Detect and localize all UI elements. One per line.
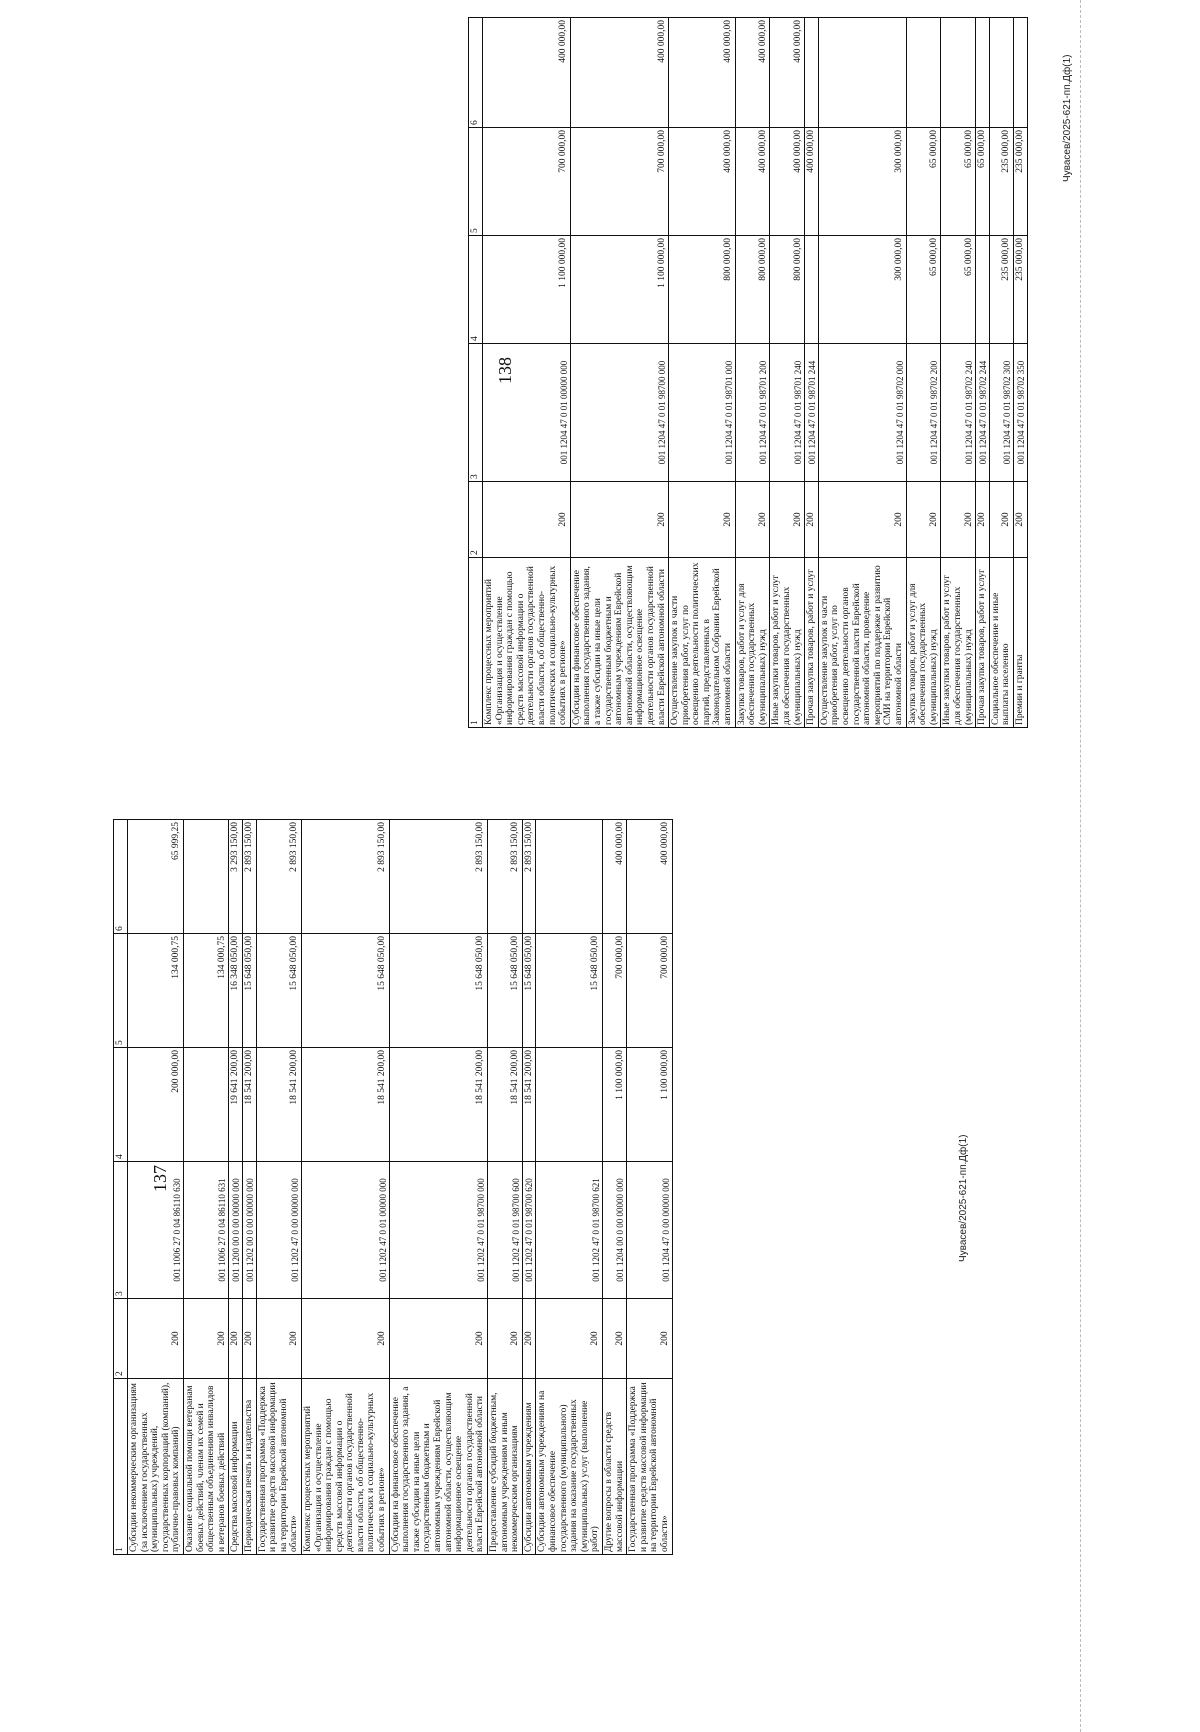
column-header-row — [114, 820, 128, 1555]
row-amount: 400 000,00 — [805, 128, 819, 236]
row-amount: 15 648 050,00 — [256, 934, 301, 1048]
row-description: Закупка товаров, работ и услуг для обеспечения государственных (муниципальных) нужд — [906, 558, 941, 728]
row-description: Иные закупки товаров, работ и услуг для обеспечения государственных (муниципальных) нужд — [770, 558, 805, 728]
row-amount: 65 000,00 — [906, 236, 941, 344]
column-header: 2 — [114, 1299, 128, 1379]
row-description: Другие вопросы в области средств массовой информации — [602, 1379, 626, 1555]
row-amount: 235 000,00 — [989, 236, 1013, 344]
table-row — [735, 18, 770, 728]
table-row — [627, 820, 672, 1555]
row-amount: 2 893 150,00 — [389, 820, 487, 934]
row-amount: 1 100 000,00 — [602, 1048, 626, 1162]
row-amount: 18 541 200,00 — [301, 1048, 389, 1162]
row-amount: 2 893 150,00 — [522, 820, 536, 934]
row-description: Комплекс процессных мероприятий «Организация и осуществление информирования граждан с помощью средств массовой информации о деятельности органов государственной власти области, об общественно-политических и социально-культурных событиях в регионе» — [301, 1379, 389, 1555]
row-amount: 3 293 150,00 — [229, 820, 243, 934]
column-header: 5 — [469, 128, 483, 236]
table-row — [570, 18, 668, 728]
row-amount: 1 100 000,00 — [627, 1048, 672, 1162]
column-header: 3 — [114, 1162, 128, 1299]
row-description: Социальное обеспечение и иные выплаты населению — [989, 558, 1013, 728]
table-row — [941, 18, 976, 728]
row-description: Субсидии некоммерческим организациям (за исключением государственных (муниципальных) учреждений, государственных корпораций (компаний), публично-правовых компаний) — [128, 1379, 184, 1555]
column-header: 3 — [469, 344, 483, 482]
column-header: 6 — [469, 18, 483, 128]
row-amount: 16 348 050,00 — [229, 934, 243, 1048]
row-budget-classification: 001 1204 47 0 01 98700 000 — [570, 344, 668, 482]
row-budget-classification: 001 1006 27 0 04 86110 630 — [128, 1162, 184, 1299]
row-budget-classification: 001 1202 47 0 01 98700 620 — [522, 1162, 536, 1299]
row-budget-classification: 001 1204 47 0 01 98702 240 — [941, 344, 976, 482]
column-header: 2 — [469, 482, 483, 558]
row-amount: 65 000,00 — [941, 236, 976, 344]
row-description: Периодическая печать и издательства — [242, 1379, 256, 1555]
row-admin-code: 200 — [229, 1299, 243, 1379]
column-header: 1 — [469, 558, 483, 728]
row-budget-classification: 001 1202 47 0 01 98700 621 — [536, 1162, 603, 1299]
left-page-table-wrap — [113, 819, 673, 1555]
row-budget-classification: 001 1204 00 0 00 00000 000 — [602, 1162, 626, 1299]
row-amount: 1 100 000,00 — [483, 236, 571, 344]
row-amount: 2 893 150,00 — [242, 820, 256, 934]
row-amount — [805, 18, 819, 128]
table-row — [488, 820, 523, 1555]
right-page-table-wrap — [468, 17, 1028, 728]
row-amount — [183, 1048, 228, 1162]
row-admin-code: 200 — [570, 482, 668, 558]
row-amount: 134 000,75 — [128, 934, 184, 1048]
row-amount: 65 000,00 — [941, 128, 976, 236]
row-amount: 18 541 200,00 — [256, 1048, 301, 1162]
row-budget-classification: 001 1204 47 0 01 98701 200 — [735, 344, 770, 482]
row-description: Закупка товаров, работ и услуг для обеспечения государственных (муниципальных) нужд — [735, 558, 770, 728]
row-description: Премии и гранты — [1013, 558, 1027, 728]
row-budget-classification: 001 1204 47 0 01 00000 000 — [483, 344, 571, 482]
row-amount: 2 893 150,00 — [488, 820, 523, 934]
row-description: Субсидии на финансовое обеспечение выполнения государственного задания, а также субсидии на иные цели государственным бюджетным и автономным учреждениям Еврейской автономной области, осуществляющим информационное освещение деятельности органов государственной власти Еврейской автономной области — [389, 1379, 487, 1555]
row-budget-classification: 001 1200 00 0 00 00000 000 — [229, 1162, 243, 1299]
table-row — [906, 18, 941, 728]
row-amount: 235 000,00 — [1013, 128, 1027, 236]
row-description: Предоставление субсидий бюджетным, автономным учреждениям и иным некоммерческим организациям — [488, 1379, 523, 1555]
row-admin-code: 200 — [536, 1299, 603, 1379]
table-row — [242, 820, 256, 1555]
row-amount: 700 000,00 — [570, 128, 668, 236]
row-admin-code: 200 — [770, 482, 805, 558]
row-amount: 134 000,75 — [183, 934, 228, 1048]
row-description: Осуществление закупок в части приобретения работ, услуг по освещению деятельности политических партий, представленных в Законодательном Собрании Еврейской автономной области — [669, 558, 736, 728]
row-budget-classification: 001 1204 47 0 01 98702 000 — [818, 344, 906, 482]
row-amount: 18 541 200,00 — [242, 1048, 256, 1162]
row-amount — [976, 236, 990, 344]
table-row — [805, 18, 819, 728]
table-row — [301, 820, 389, 1555]
row-amount — [976, 18, 990, 128]
table-row — [1013, 18, 1027, 728]
row-budget-classification: 001 1202 47 0 01 98700 000 — [389, 1162, 487, 1299]
row-admin-code: 200 — [669, 482, 736, 558]
row-amount: 15 648 050,00 — [242, 934, 256, 1048]
row-admin-code: 200 — [602, 1299, 626, 1379]
row-amount — [818, 18, 906, 128]
table-row — [229, 820, 243, 1555]
budget-table-right — [468, 17, 1028, 728]
row-amount: 65 999,25 — [128, 820, 184, 934]
row-budget-classification: 001 1204 47 0 00 00000 000 — [627, 1162, 672, 1299]
row-description: Комплекс процессных мероприятий «Организация и осуществление информирования граждан с помощью средств массовой информации о деятельности органов государственной власти области, об общественно-политических и социально-культурных событиях в регионе» — [483, 558, 571, 728]
table-row — [536, 820, 603, 1555]
row-amount: 400 000,00 — [770, 18, 805, 128]
row-amount: 400 000,00 — [483, 18, 571, 128]
row-amount: 400 000,00 — [735, 18, 770, 128]
row-amount: 15 648 050,00 — [301, 934, 389, 1048]
row-amount: 235 000,00 — [1013, 236, 1027, 344]
row-amount: 18 541 200,00 — [389, 1048, 487, 1162]
row-amount: 1 100 000,00 — [570, 236, 668, 344]
table-row — [989, 18, 1013, 728]
row-amount: 300 000,00 — [818, 236, 906, 344]
row-amount: 400 000,00 — [602, 820, 626, 934]
row-amount: 700 000,00 — [627, 934, 672, 1048]
row-admin-code: 200 — [941, 482, 976, 558]
row-amount: 15 648 050,00 — [536, 934, 603, 1048]
column-header: 4 — [114, 1048, 128, 1162]
page-number-right: 138 — [495, 357, 515, 384]
row-amount: 15 648 050,00 — [522, 934, 536, 1048]
row-amount — [989, 18, 1013, 128]
table-row — [183, 820, 228, 1555]
row-description: Государственная программа «Поддержка и развитие средств массовой информации на территории Еврейской автономной области» — [627, 1379, 672, 1555]
row-amount: 800 000,00 — [735, 236, 770, 344]
column-header: 5 — [114, 934, 128, 1048]
row-admin-code: 200 — [989, 482, 1013, 558]
row-amount: 400 000,00 — [570, 18, 668, 128]
row-admin-code: 200 — [522, 1299, 536, 1379]
column-header: 6 — [114, 820, 128, 934]
row-amount — [805, 236, 819, 344]
row-admin-code: 200 — [256, 1299, 301, 1379]
row-admin-code: 200 — [627, 1299, 672, 1379]
row-description: Иные закупки товаров, работ и услуг для обеспечения государственных (муниципальных) нужд — [941, 558, 976, 728]
row-amount: 200 000,00 — [128, 1048, 184, 1162]
row-amount: 235 000,00 — [989, 128, 1013, 236]
table-row — [128, 820, 184, 1555]
page-number-left: 137 — [150, 1165, 170, 1192]
row-description: Прочая закупка товаров, работ и услуг — [976, 558, 990, 728]
row-admin-code: 200 — [183, 1299, 228, 1379]
row-description: Субсидии на финансовое обеспечение выполнения государственного задания, а также субсидии на иные цели государственным бюджетным и автономным учреждениям Еврейской автономной области, осуществляющим информационное освещение деятельности органов государственной власти Еврейской автономной области — [570, 558, 668, 728]
row-amount — [1013, 18, 1027, 128]
row-amount — [941, 18, 976, 128]
row-amount: 18 541 200,00 — [488, 1048, 523, 1162]
row-amount — [906, 18, 941, 128]
row-budget-classification: 001 1204 47 0 01 98702 244 — [976, 344, 990, 482]
row-budget-classification: 001 1204 47 0 01 98701 000 — [669, 344, 736, 482]
row-admin-code: 200 — [242, 1299, 256, 1379]
row-amount: 2 893 150,00 — [256, 820, 301, 934]
row-amount: 15 648 050,00 — [389, 934, 487, 1048]
table-row — [522, 820, 536, 1555]
row-description: Государственная программа «Поддержка и развитие средств массовой информации на территории Еврейской автономной области» — [256, 1379, 301, 1555]
row-amount — [536, 1048, 603, 1162]
row-amount: 2 893 150,00 — [301, 820, 389, 934]
footer-code-right: Чувасев/2025-621-пп.Дф(1) — [1062, 54, 1073, 182]
row-amount: 800 000,00 — [669, 236, 736, 344]
row-amount: 400 000,00 — [627, 820, 672, 934]
row-description: Оказание социальной помощи ветеранам боевых действий, членам их семей и общественным объединениям инвалидов и ветеранов боевых действий — [183, 1379, 228, 1555]
footer-code-left: Чувасев/2025-621-пп.Дф(1) — [958, 1134, 969, 1262]
row-admin-code: 200 — [488, 1299, 523, 1379]
row-amount: 400 000,00 — [669, 128, 736, 236]
row-admin-code: 200 — [976, 482, 990, 558]
row-budget-classification: 001 1006 27 0 04 86110 631 — [183, 1162, 228, 1299]
row-description: Субсидии автономным учреждениям — [522, 1379, 536, 1555]
table-row — [818, 18, 906, 728]
row-admin-code: 200 — [818, 482, 906, 558]
row-budget-classification: 001 1202 47 0 01 00000 000 — [301, 1162, 389, 1299]
table-row — [256, 820, 301, 1555]
row-budget-classification: 001 1202 47 0 01 98700 600 — [488, 1162, 523, 1299]
row-amount: 700 000,00 — [602, 934, 626, 1048]
budget-table-left — [113, 819, 673, 1555]
row-amount: 400 000,00 — [770, 128, 805, 236]
row-budget-classification: 001 1204 47 0 01 98702 300 — [989, 344, 1013, 482]
row-amount: 19 641 200,00 — [229, 1048, 243, 1162]
column-header-row — [469, 18, 483, 728]
row-admin-code: 200 — [906, 482, 941, 558]
column-header: 4 — [469, 236, 483, 344]
row-admin-code: 200 — [301, 1299, 389, 1379]
table-row — [602, 820, 626, 1555]
table-row — [976, 18, 990, 728]
row-budget-classification: 001 1204 47 0 01 98702 350 — [1013, 344, 1027, 482]
table-row — [770, 18, 805, 728]
row-description: Средства массовой информации — [229, 1379, 243, 1555]
table-row — [389, 820, 487, 1555]
row-budget-classification: 001 1202 47 0 00 00000 000 — [256, 1162, 301, 1299]
row-amount: 65 000,00 — [906, 128, 941, 236]
row-amount: 400 000,00 — [735, 128, 770, 236]
row-admin-code: 200 — [389, 1299, 487, 1379]
row-budget-classification: 001 1204 47 0 01 98701 240 — [770, 344, 805, 482]
row-amount — [183, 820, 228, 934]
column-header: 1 — [114, 1379, 128, 1555]
row-admin-code: 200 — [805, 482, 819, 558]
row-admin-code: 200 — [1013, 482, 1027, 558]
row-budget-classification: 001 1202 00 0 00 00000 000 — [242, 1162, 256, 1299]
row-description: Осуществление закупок в части приобретения работ, услуг по освещению деятельности органов государственной власти Еврейской автономной области, проведение мероприятий по поддержке и развитию СМИ на территории Еврейской автономной области — [818, 558, 906, 728]
row-budget-classification: 001 1204 47 0 01 98701 244 — [805, 344, 819, 482]
row-amount: 65 000,00 — [976, 128, 990, 236]
row-admin-code: 200 — [483, 482, 571, 558]
scan-fold-line — [1080, 0, 1091, 1732]
row-description: Субсидии автономным учреждениям на финансовое обеспечение государственного (муниципального) задания на оказание государственных (муниципальных) услуг (выполнение работ) — [536, 1379, 603, 1555]
row-amount: 300 000,00 — [818, 128, 906, 236]
row-amount: 400 000,00 — [669, 18, 736, 128]
table-row — [669, 18, 736, 728]
row-admin-code: 200 — [735, 482, 770, 558]
row-budget-classification: 001 1204 47 0 01 98702 200 — [906, 344, 941, 482]
row-description: Прочая закупка товаров, работ и услуг — [805, 558, 819, 728]
row-admin-code: 200 — [128, 1299, 184, 1379]
table-row — [483, 18, 571, 728]
row-amount — [536, 820, 603, 934]
row-amount: 800 000,00 — [770, 236, 805, 344]
row-amount: 700 000,00 — [483, 128, 571, 236]
row-amount: 18 541 200,00 — [522, 1048, 536, 1162]
row-amount: 15 648 050,00 — [488, 934, 523, 1048]
